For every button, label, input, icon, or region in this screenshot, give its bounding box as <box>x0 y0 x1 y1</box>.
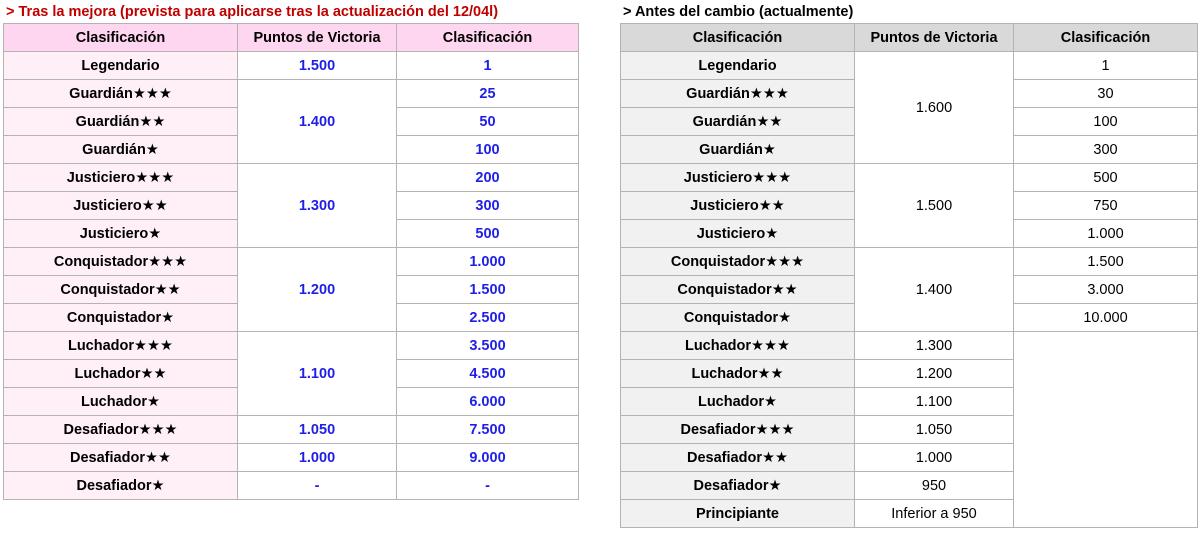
points-cell: 1.400 <box>855 248 1014 332</box>
rank-cell: Conquistador★★ <box>621 276 855 304</box>
points-cell: - <box>238 472 397 500</box>
rank-cell: Luchador★★★ <box>4 332 238 360</box>
rank-cell: Conquistador★★★ <box>4 248 238 276</box>
position-cell: - <box>397 472 579 500</box>
rank-cell: Luchador★★★ <box>621 332 855 360</box>
position-cell: 300 <box>1014 136 1198 164</box>
rank-cell: Desafiador★ <box>621 472 855 500</box>
rank-cell: Legendario <box>4 52 238 80</box>
position-cell: 3.000 <box>1014 276 1198 304</box>
header-row <box>4 24 579 52</box>
points-cell: Inferior a 950 <box>855 500 1014 528</box>
position-cell: 4.500 <box>397 360 579 388</box>
rank-cell: Conquistador★ <box>621 304 855 332</box>
rank-cell: Desafiador★★★ <box>621 416 855 444</box>
position-cell: 500 <box>1014 164 1198 192</box>
rank-cell: Conquistador★★★ <box>621 248 855 276</box>
position-cell: 10.000 <box>1014 304 1198 332</box>
rank-cell: Guardián★ <box>4 136 238 164</box>
position-cell: 6.000 <box>397 388 579 416</box>
rank-cell: Guardián★★ <box>4 108 238 136</box>
position-cell: 1 <box>1014 52 1198 80</box>
points-cell: 1.050 <box>855 416 1014 444</box>
rank-cell: Desafiador★★ <box>621 444 855 472</box>
position-cell: 1 <box>397 52 579 80</box>
position-cell: 3.500 <box>397 332 579 360</box>
header-position: Clasificación <box>1014 24 1198 52</box>
rank-cell: Guardián★★ <box>621 108 855 136</box>
rank-cell: Guardián★★★ <box>621 80 855 108</box>
rank-cell: Luchador★★ <box>621 360 855 388</box>
position-cell: 750 <box>1014 192 1198 220</box>
rank-cell: Luchador★ <box>4 388 238 416</box>
position-cell: 9.000 <box>397 444 579 472</box>
table-row <box>621 248 1198 276</box>
table-row <box>621 164 1198 192</box>
table-row <box>4 332 579 360</box>
rank-cell: Principiante <box>621 500 855 528</box>
position-cell: 300 <box>397 192 579 220</box>
points-cell: 1.050 <box>238 416 397 444</box>
ranking-table-current <box>620 23 1198 528</box>
points-cell: 1.600 <box>855 52 1014 164</box>
rank-cell: Legendario <box>621 52 855 80</box>
rank-cell: Luchador★ <box>621 388 855 416</box>
position-cell: 100 <box>1014 108 1198 136</box>
rank-cell: Desafiador★★ <box>4 444 238 472</box>
position-cell: 500 <box>397 220 579 248</box>
header-rank: Clasificación <box>621 24 855 52</box>
table-row <box>4 164 579 192</box>
position-cell: 30 <box>1014 80 1198 108</box>
points-cell: 1.500 <box>238 52 397 80</box>
rank-cell: Justiciero★★★ <box>621 164 855 192</box>
position-cell: 1.500 <box>397 276 579 304</box>
header-victory-points: Puntos de Victoria <box>855 24 1014 52</box>
points-cell: 1.000 <box>855 444 1014 472</box>
rank-cell: Conquistador★★ <box>4 276 238 304</box>
position-cell: 7.500 <box>397 416 579 444</box>
rank-cell: Guardián★★★ <box>4 80 238 108</box>
table-row <box>621 52 1198 80</box>
right-table-caption: > Antes del cambio (actualmente) <box>623 4 854 20</box>
points-cell: 1.100 <box>855 388 1014 416</box>
position-cell: 1.000 <box>1014 220 1198 248</box>
position-cell: 1.500 <box>1014 248 1198 276</box>
rank-cell: Desafiador★★★ <box>4 416 238 444</box>
rank-cell: Conquistador★ <box>4 304 238 332</box>
rank-cell: Justiciero★ <box>621 220 855 248</box>
empty-position-cell <box>1014 332 1198 528</box>
table-row <box>4 444 579 472</box>
points-cell: 1.400 <box>238 80 397 164</box>
position-cell: 1.000 <box>397 248 579 276</box>
rank-cell: Guardián★ <box>621 136 855 164</box>
rank-cell: Justiciero★ <box>4 220 238 248</box>
header-position: Clasificación <box>397 24 579 52</box>
ranking-table-after-update <box>3 23 579 500</box>
points-cell: 1.100 <box>238 332 397 416</box>
rank-cell: Desafiador★ <box>4 472 238 500</box>
position-cell: 200 <box>397 164 579 192</box>
left-table-caption: > Tras la mejora (prevista para aplicarse tras la actualización del 12/04l) <box>6 4 499 20</box>
points-cell: 950 <box>855 472 1014 500</box>
table-row <box>621 332 1198 360</box>
table-row <box>4 80 579 108</box>
points-cell: 1.200 <box>238 248 397 332</box>
rank-cell: Justiciero★★ <box>621 192 855 220</box>
position-cell: 25 <box>397 80 579 108</box>
rank-cell: Justiciero★★ <box>4 192 238 220</box>
table-row <box>4 248 579 276</box>
table-row <box>4 472 579 500</box>
rank-cell: Luchador★★ <box>4 360 238 388</box>
points-cell: 1.000 <box>238 444 397 472</box>
header-victory-points: Puntos de Victoria <box>238 24 397 52</box>
points-cell: 1.300 <box>855 332 1014 360</box>
position-cell: 2.500 <box>397 304 579 332</box>
points-cell: 1.300 <box>238 164 397 248</box>
points-cell: 1.200 <box>855 360 1014 388</box>
position-cell: 100 <box>397 136 579 164</box>
table-row <box>4 52 579 80</box>
table-row <box>4 416 579 444</box>
points-cell: 1.500 <box>855 164 1014 248</box>
header-rank: Clasificación <box>4 24 238 52</box>
rank-cell: Justiciero★★★ <box>4 164 238 192</box>
header-row <box>621 24 1198 52</box>
position-cell: 50 <box>397 108 579 136</box>
